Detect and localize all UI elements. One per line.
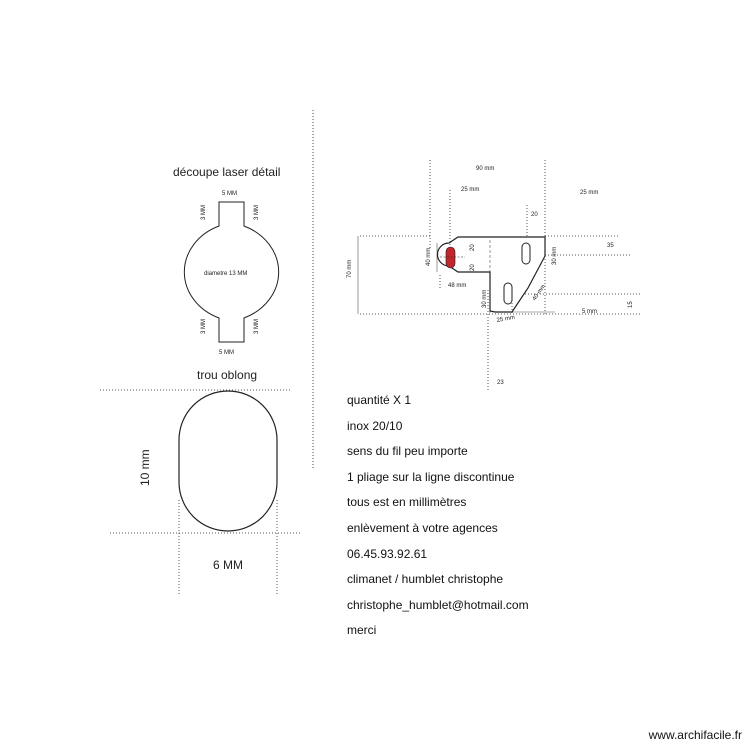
dim-35: 35: [607, 243, 614, 249]
oblong-outline: [179, 391, 277, 531]
dim-right-width: 25 mm: [580, 190, 599, 196]
note-thanks: merci: [347, 623, 377, 638]
detail-tab-bottom-right: 3 MM: [254, 319, 260, 334]
red-hole: [446, 247, 455, 268]
footer-watermark: www.archifacile.fr: [648, 728, 742, 742]
detail-tab-top-left: 3 MM: [201, 205, 207, 220]
dim-23: 23: [497, 380, 504, 386]
slot-bottom: [504, 283, 512, 304]
detail-diameter: diametre 13 MM: [204, 271, 248, 277]
dim-15: 15: [628, 301, 634, 308]
note-phone: 06.45.93.92.61: [347, 546, 428, 561]
dim-left-width: 25 mm: [461, 187, 480, 193]
dim-total-width: 90 mm: [476, 166, 495, 172]
dim-70: 70 mm: [347, 259, 353, 278]
dim-20-top: 20: [531, 212, 538, 218]
notes-list: [347, 394, 529, 650]
detail-tab-top-right: 3 MM: [254, 205, 260, 220]
oblong-width: 6 MM: [213, 558, 243, 572]
detail-title: découpe laser détail: [173, 165, 281, 179]
dim-30-bottom: 30 mm: [482, 289, 488, 308]
note-quantity: quantité X 1: [347, 393, 412, 407]
dim-30-right: 30 mm: [552, 246, 558, 265]
dim-20-a: 20: [470, 244, 476, 251]
note-company: climanet / humblet christophe: [347, 572, 504, 587]
note-email: christophe_humblet@hotmail.com: [347, 597, 529, 612]
dim-40-left: 40 mm: [426, 247, 432, 266]
note-bend: 1 pliage sur la ligne discontinue: [347, 469, 515, 484]
slot-top: [522, 243, 530, 264]
dim-25-bottom: 25 mm: [496, 314, 516, 324]
dim-5: 5 mm: [582, 309, 597, 315]
note-pickup: enlèvement à votre agences: [347, 520, 498, 535]
oblong-title: trou oblong: [197, 368, 258, 382]
detail-top-width: 5 MM: [222, 191, 237, 197]
dim-40-diag: 40 mm: [531, 283, 548, 303]
dim-48: 48 mm: [448, 283, 467, 289]
note-material: inox 20/10: [347, 418, 403, 433]
note-grain: sens du fil peu importe: [347, 444, 468, 459]
detail-tab-bottom-left: 3 MM: [201, 319, 207, 334]
dim-20-b: 20: [470, 264, 476, 271]
detail-bottom-width: 5 MM: [219, 350, 234, 356]
oblong-height: 10 mm: [138, 449, 152, 486]
note-units: tous est en millimètres: [347, 495, 467, 510]
